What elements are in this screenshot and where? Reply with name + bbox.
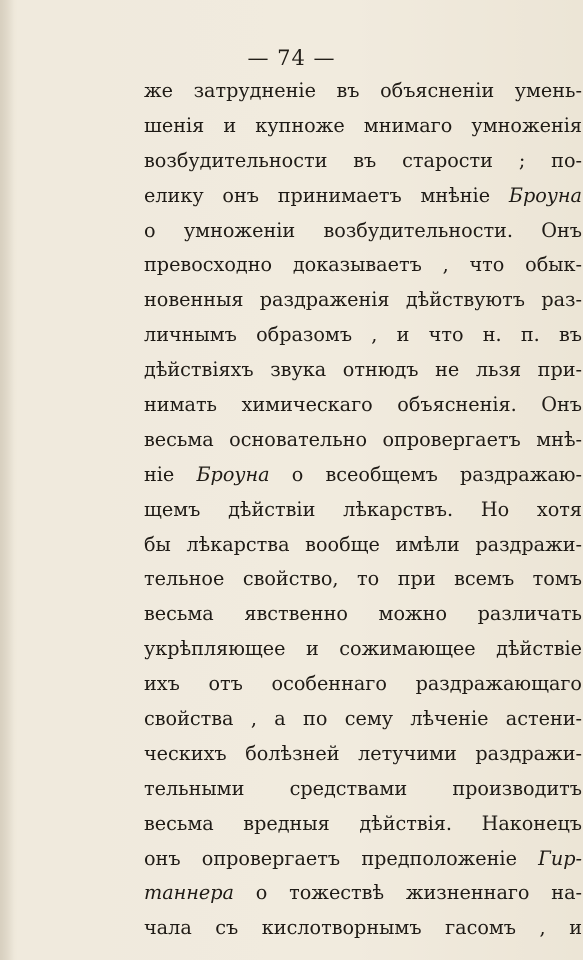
text-line-24: таннера о тожествѣ жизненнаго на- [144,881,582,905]
text-line-14: бы лѣкарства вообще имѣли раздражи- [144,532,582,556]
text-line-5: о умноженіи возбудительности. Онъ [144,218,582,242]
italic-name-girtanner: Гир- [538,846,582,870]
italic-name-brown: Броуна [196,462,270,486]
text-line-10: нимать химическаго объясненія. Онъ [144,393,582,417]
page-number: — 74 — [247,46,336,70]
text-line-21: тельными средствами производитъ [144,776,582,800]
text-line-17: укрѣпляющее и сожимающее дѣйствіе [144,637,582,661]
text-line-25: чала съ кислотворнымъ гасомъ , и [144,916,582,940]
text-line-22: весьма вредныя дѣйствія. Наконецъ [144,811,582,835]
italic-name-brown: Броуна [508,183,582,207]
text-line-13: щемъ дѣйствіи лѣкарствъ. Но хотя [144,497,582,521]
text-line-3: возбудительности въ старости ; по- [144,148,582,172]
page-shadow-edge [0,0,14,960]
text-line-23: онъ опровергаетъ предположеніе Гир- [144,846,582,870]
text-line-15: тельное свойство, то при всемъ томъ [144,567,582,591]
text-line-18: ихъ отъ особеннаго раздражающаго [144,672,582,696]
text-line-8: личнымъ образомъ , и что н. п. въ [144,323,582,347]
text-line-11: весьма основательно опровергаетъ мнѣ- [144,427,582,451]
text-line-2: шенія и купноже мнимаго умноженія [144,113,582,137]
body-text [144,74,582,946]
italic-name-girtanner: таннера [144,881,234,905]
text-line-6: превосходно доказываетъ , что обык- [144,253,582,277]
text-line-4: елику онъ принимаетъ мнѣніе Броуна [144,183,582,207]
text-line-16: весьма явственно можно различать [144,602,582,626]
text-line-9: дѣйствіяхъ звука отнюдъ не льзя при- [144,358,582,382]
text-line-19: свойства , а по сему лѣченіе астени- [144,707,582,731]
text-line-1: же затрудненіе въ объясненіи умень- [144,79,582,102]
text-line-12: ніе Броуна о всеобщемъ раздражаю- [144,462,582,486]
text-line-7: новенныя раздраженія дѣйствуютъ раз- [144,288,582,312]
text-line-20: ческихъ болѣзней летучими раздражи- [144,741,582,765]
